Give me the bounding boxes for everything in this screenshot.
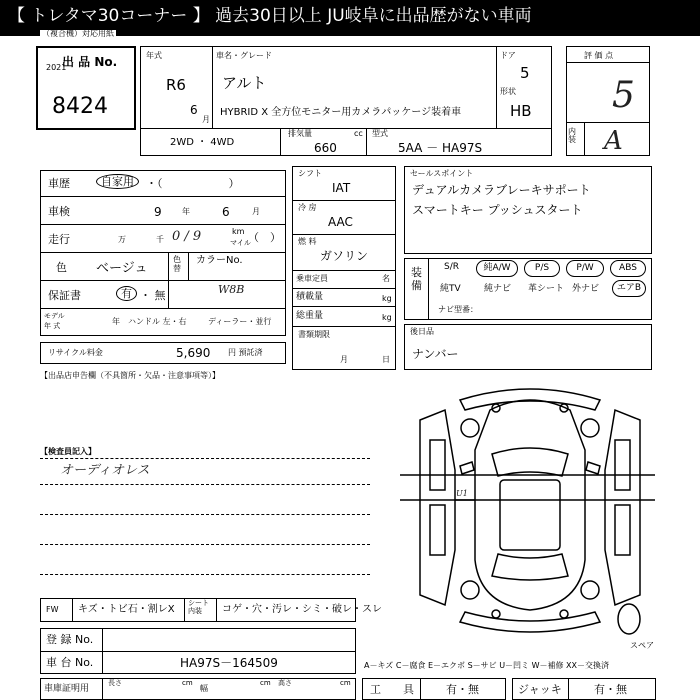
sales-point-line2: スマートキー プッシュスタート [412, 203, 583, 217]
lot-label: 出 品 No. [62, 55, 118, 69]
month-value: 6 [190, 103, 198, 117]
seat-label: シート内装 [188, 599, 209, 615]
mileage-label: 走行 [48, 233, 70, 246]
grade: HYBRID X 全方位モニター用カメラパッケージ装着車 [220, 107, 462, 118]
score-value: 5 [612, 75, 635, 116]
cert-height-unit: cm [340, 679, 351, 687]
load-label: 積載量 [296, 292, 324, 302]
model-change-label2: 年 式 [44, 322, 61, 330]
gross-label: 総重量 [296, 311, 324, 321]
car-name: アルト [222, 74, 267, 92]
recycle-label: リサイクル料金 [48, 348, 103, 357]
aircon-value: AAC [328, 215, 353, 229]
model-change-year-unit: 年 [112, 317, 120, 326]
drive-type: 2WD ・ 4WD [170, 137, 235, 148]
cc-unit: cc [354, 129, 363, 138]
mileage-handwritten: 0 / 9 [172, 229, 202, 244]
repaint-label: 色替 [173, 255, 181, 273]
fuel-label: 燃 料 [298, 237, 317, 246]
seller-remarks-label: 【出品店申告欄（不具箇所・欠品・注意事項等）】 [40, 371, 220, 380]
cert-height-label: 高さ [278, 679, 292, 687]
dealer-type: ディーラー・並行 [208, 317, 272, 326]
tools-value: 有・無 [446, 683, 479, 696]
mileage-mile-unit: マイル [230, 239, 251, 247]
month-unit: 月 [202, 115, 210, 124]
lot-year: 2021 [46, 63, 67, 72]
riding-unit: 名 [382, 274, 390, 283]
sales-point-line1: デュアルカメラブレーキサポート [412, 183, 591, 197]
interior-value: A [604, 126, 623, 156]
equip-tv: 純TV [440, 284, 461, 294]
history-value: 自家用 [96, 174, 139, 189]
gross-unit: kg [382, 313, 392, 322]
left-info-box [40, 170, 286, 336]
year-value: R6 [166, 76, 186, 94]
seat-text: コゲ・穴・汚レ・シミ・破レ・スレ [222, 604, 382, 615]
chassis-value: HA97S－164509 [180, 656, 278, 670]
cert-length-unit: cm [182, 679, 193, 687]
diagram-mark: U1 [456, 489, 468, 498]
equip-abs: ABS [610, 260, 646, 277]
defect-legend: A－キズ C－腐食 E－エクボ S－サビ U－凹ミ W－補修 XX－交換済 [364, 661, 610, 670]
interior-label: 内装 [568, 127, 576, 144]
equipment-label: 装備 [411, 266, 422, 293]
displacement-label: 排気量 [288, 129, 312, 138]
mileage-paren: （ ） [248, 231, 281, 244]
year-label: 年式 [146, 51, 162, 60]
deadline-label: 書類期限 [298, 330, 330, 339]
banner-text: 【 トレタマ30コーナー 】 過去30日以上 JU岐阜に出品歴がない車両 [8, 6, 532, 26]
displacement-value: 660 [314, 141, 337, 155]
inspector-label: 【検査員記入】 [40, 447, 96, 456]
spare-label: スペア [630, 641, 654, 650]
garage-cert-label: 車庫証明用 [44, 684, 90, 694]
equip-ext-navi: 外ナビ [572, 284, 600, 294]
deadline-day-unit: 日 [382, 355, 390, 364]
shift-label: シフト [298, 169, 322, 178]
equip-navi: 純ナビ [484, 284, 512, 294]
deadline-month-unit: 月 [340, 355, 348, 364]
score-label: 評 価 点 [584, 51, 614, 60]
color-no-label: カラーNo. [196, 255, 243, 266]
aircon-label: 冷 房 [298, 203, 317, 212]
equip-sr: S/R [444, 262, 459, 272]
jack-label: ジャッキ [518, 683, 562, 696]
model-value: 5AA － HA97S [398, 141, 483, 155]
inspection-month: 6 [222, 205, 230, 219]
car-name-label: 車名・グレード [216, 51, 272, 60]
chassis-label: 車 台 No. [46, 656, 94, 669]
fw-text: キズ・トビ石・割レX [78, 604, 175, 615]
after-label: 後日品 [410, 327, 434, 336]
recycle-unit: 円 預託済 [228, 348, 263, 357]
equip-power-steering: P/S [524, 260, 560, 277]
fw-label: FW [46, 605, 59, 614]
mileage-km-unit: km [232, 227, 245, 236]
history-rest: ・（ ） [146, 177, 240, 190]
inspector-note: オーディオレス [60, 463, 150, 478]
handle-side: ハンドル 左・右 [128, 317, 187, 326]
warranty-value: 有 [116, 286, 137, 301]
history-label: 車歴 [48, 177, 70, 190]
cert-width-label: 幅 [200, 684, 208, 693]
color-label: 色 [56, 261, 67, 274]
equip-airbag: エアB [612, 280, 646, 297]
lot-number: 8424 [52, 94, 108, 119]
inspector-divider [40, 458, 370, 459]
warranty-rest: ・ 無 [140, 289, 166, 302]
nav-label: ナビ型番： [438, 305, 478, 314]
jack-value: 有・無 [594, 683, 627, 696]
tab-label: （複合機）対応用紙 [42, 29, 114, 38]
car-diagram [400, 380, 660, 640]
door-value: 5 [520, 64, 530, 82]
inspection-month-unit: 月 [252, 207, 260, 216]
after-value: ナンバー [412, 347, 459, 361]
cert-width-unit: cm [260, 679, 271, 687]
door-label: ドア [500, 51, 516, 60]
inspection-year-unit: 年 [182, 207, 190, 216]
shape-label: 形状 [500, 87, 516, 96]
reg-label: 登 録 No. [46, 633, 94, 646]
middle-info-box [292, 166, 396, 370]
shape-value: HB [510, 102, 532, 120]
sales-point-label: セールスポイント [410, 169, 474, 178]
color-value: ベージュ [96, 261, 148, 276]
model-label: 型式 [372, 129, 388, 138]
mileage-man-unit: 万 [118, 235, 126, 244]
color-no-value: W8B [218, 283, 245, 296]
inspection-year: 9 [154, 205, 162, 219]
riding-label: 乗車定員 [296, 274, 328, 283]
mileage-sen-unit: 千 [156, 235, 164, 244]
load-unit: kg [382, 294, 392, 303]
equip-leather: 革シート [528, 284, 565, 294]
model-change-label1: モデル [44, 312, 65, 320]
inspection-label: 車検 [48, 205, 70, 218]
fuel-value: ガソリン [320, 249, 369, 263]
recycle-value: 5,690 [176, 346, 211, 360]
cert-length-label: 長さ [108, 679, 122, 687]
spare-tire-icon [616, 602, 642, 636]
equip-power-window: P/W [566, 260, 604, 277]
shift-value: IAT [332, 181, 351, 195]
warranty-label: 保証書 [48, 289, 81, 302]
equip-alloy-wheel: 純A/W [476, 260, 518, 277]
tools-label: 工 具 [370, 683, 414, 696]
